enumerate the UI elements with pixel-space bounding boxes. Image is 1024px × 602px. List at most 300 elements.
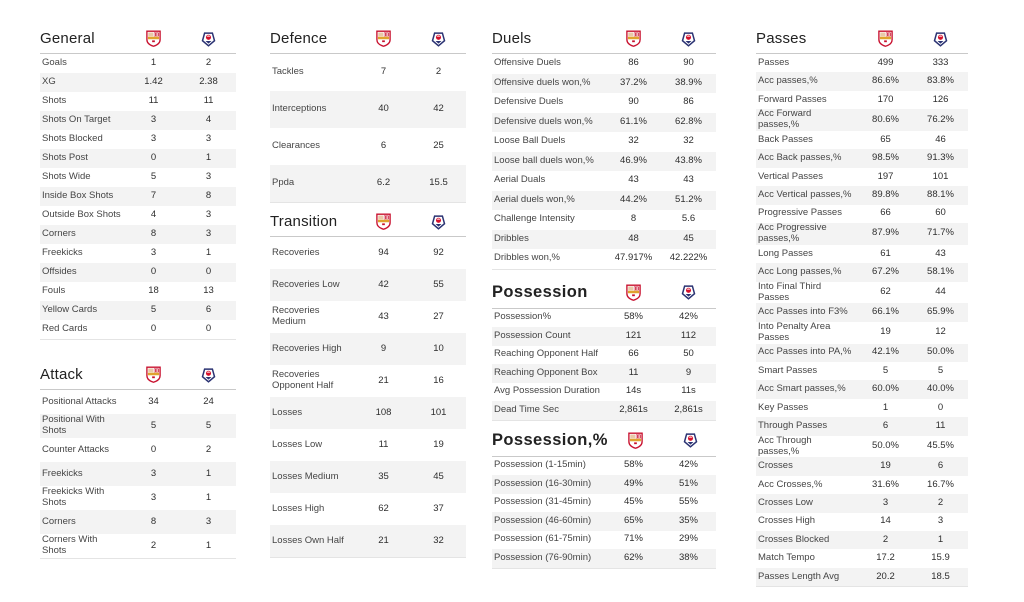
stat-label: Corners: [42, 228, 76, 240]
home-team-value: 90: [628, 96, 639, 108]
stat-label: Crosses Blocked: [758, 533, 830, 545]
away-team-value: 101: [932, 170, 949, 182]
stat-label: Smart Passes: [758, 364, 818, 376]
stat-row: [270, 269, 466, 301]
stat-row: [492, 230, 716, 250]
away-team-value: 62.8%: [675, 115, 702, 127]
stat-label: Counter Attacks: [42, 443, 110, 455]
stat-label: Long Passes: [758, 247, 813, 259]
stat-label: Possession Count: [494, 329, 571, 341]
stat-table-general: [40, 30, 236, 340]
away-team-value: 24: [203, 395, 214, 407]
home-team-value: 3: [150, 247, 157, 259]
away-team-value: 71.7%: [927, 227, 954, 239]
home-team-value: 8: [150, 228, 157, 240]
stat-label: Ppda: [272, 177, 295, 189]
stat-row: [40, 486, 236, 510]
home-team-value: 0: [150, 266, 157, 278]
stat-row: [492, 401, 716, 420]
away-team-value: 6: [937, 460, 944, 472]
stat-label: Acc Smart passes,%: [758, 383, 846, 395]
stat-label: Positional With Shots: [42, 414, 105, 436]
stat-row: [756, 168, 968, 186]
stat-row: [40, 263, 236, 282]
table-title: Transition: [270, 213, 338, 230]
home-team-value: 11: [378, 438, 389, 450]
sevilla-crest-icon: [608, 432, 663, 449]
home-team-value: 44.2%: [620, 193, 647, 205]
away-team-value: 10: [433, 342, 444, 354]
stat-row: [756, 380, 968, 398]
home-team-value: 87.9%: [872, 227, 899, 239]
away-team-value: 50.0%: [927, 346, 954, 358]
stat-row: [756, 344, 968, 362]
home-team-value: 86.6%: [872, 75, 899, 87]
stat-label: Corners With Shots: [42, 534, 98, 556]
stat-label: Acc Progressive passes,%: [758, 221, 827, 244]
home-team-value: 35: [378, 470, 389, 482]
lille-crest-icon: [181, 31, 236, 47]
stat-label: Match Tempo: [758, 552, 815, 564]
stat-label: Avg Possession Duration: [494, 385, 600, 397]
home-team-value: 40: [378, 103, 389, 115]
stat-row: [492, 512, 716, 531]
away-team-value: 1: [205, 467, 212, 479]
stat-row: [492, 346, 716, 365]
stat-row: [492, 364, 716, 383]
away-team-value: 45: [683, 232, 694, 244]
table-title: General: [40, 30, 95, 47]
stat-row: [40, 73, 236, 92]
home-team-value: 32: [628, 135, 639, 147]
stat-row: [756, 72, 968, 90]
away-team-value: 3: [937, 515, 944, 527]
stat-row: [492, 93, 716, 113]
stat-row: [270, 525, 466, 557]
away-team-value: 0: [937, 401, 944, 413]
stats-column-4: [756, 30, 968, 587]
stat-row: [492, 54, 716, 74]
stat-row: [756, 362, 968, 380]
away-team-value: 2.38: [199, 76, 218, 88]
stat-label: Interceptions: [272, 103, 327, 115]
home-team-value: 45%: [623, 496, 643, 508]
away-team-value: 101: [430, 406, 447, 418]
stat-row: [492, 152, 716, 172]
stat-row: [40, 301, 236, 320]
home-team-value: 3: [882, 496, 889, 508]
stat-table-duels: [492, 30, 716, 270]
stat-table-header: [270, 30, 466, 54]
away-team-value: 16: [433, 374, 444, 386]
stat-label: Acc Through passes,%: [758, 434, 812, 457]
stat-row: [40, 206, 236, 225]
stat-row: [492, 132, 716, 152]
stat-row: [40, 414, 236, 438]
stat-label: Aerial duels won,%: [494, 193, 575, 205]
stat-label: Recoveries Medium: [272, 305, 320, 327]
stat-label: Possession (76-90min): [494, 551, 592, 563]
stat-label: Into Final Third Passes: [758, 280, 822, 303]
stat-row: [756, 322, 968, 344]
home-team-value: 3: [150, 491, 157, 503]
sevilla-crest-icon: [606, 284, 661, 301]
stat-label: Shots Post: [42, 152, 88, 164]
stat-label: Dribbles won,%: [494, 252, 560, 264]
stat-row: [492, 494, 716, 513]
away-team-value: 25: [433, 140, 444, 152]
stat-label: Shots Wide: [42, 171, 91, 183]
stat-row: [40, 149, 236, 168]
away-team-value: 2: [205, 57, 212, 69]
lille-crest-icon: [411, 31, 466, 47]
home-team-value: 65: [880, 133, 891, 145]
away-team-value: 3: [205, 171, 212, 183]
stat-row: [492, 383, 716, 402]
stat-label: Key Passes: [758, 401, 809, 413]
home-team-value: 197: [877, 170, 894, 182]
stat-row: [492, 309, 716, 328]
stat-label: Aerial Duals: [494, 174, 546, 186]
lille-crest-icon: [411, 214, 466, 230]
away-team-value: 90: [683, 57, 694, 69]
stat-label: Acc Vertical passes,%: [758, 188, 852, 200]
stat-label: Acc Long passes,%: [758, 265, 842, 277]
home-team-value: 5: [150, 304, 157, 316]
home-team-value: 71%: [623, 533, 643, 545]
stat-label: Acc Crosses,%: [758, 478, 823, 490]
stat-row: [40, 320, 236, 339]
home-team-value: 66: [880, 207, 891, 219]
home-team-value: 58%: [623, 311, 643, 323]
stat-row: [270, 365, 466, 397]
home-team-value: 9: [380, 342, 387, 354]
away-team-value: 4: [205, 114, 212, 126]
away-team-value: 9: [685, 366, 692, 378]
stat-row: [756, 531, 968, 549]
away-team-value: 0: [205, 323, 212, 335]
stat-row: [756, 303, 968, 321]
home-team-value: 19: [880, 460, 891, 472]
away-team-value: 1: [205, 539, 212, 551]
stat-label: Shots On Target: [42, 114, 111, 126]
away-team-value: 32: [683, 135, 694, 147]
stat-label: Reaching Opponent Half: [494, 348, 599, 360]
stat-label: Crosses: [758, 460, 793, 472]
stat-label: Dribbles: [494, 232, 529, 244]
stat-label: Acc passes,%: [758, 75, 818, 87]
stats-column-2: [270, 30, 466, 558]
stat-row: [270, 493, 466, 525]
stat-label: Recoveries: [272, 246, 320, 258]
away-team-value: 29%: [678, 533, 698, 545]
stat-row: [756, 205, 968, 223]
stat-label: Losses Medium: [272, 470, 339, 482]
home-team-value: 21: [378, 534, 389, 546]
home-team-value: 61.1%: [620, 115, 647, 127]
away-team-value: 19: [433, 438, 444, 450]
home-team-value: 17.2: [876, 552, 895, 564]
away-team-value: 1: [205, 491, 212, 503]
stat-label: Defensive Duels: [494, 96, 564, 108]
stat-label: Shots: [42, 95, 67, 107]
table-title: Duels: [492, 30, 532, 47]
stat-row: [270, 54, 466, 91]
stat-label: Dead Time Sec: [494, 403, 559, 415]
away-team-value: 51%: [678, 477, 698, 489]
home-team-value: 43: [628, 174, 639, 186]
stat-label: Loose ball duels won,%: [494, 154, 594, 166]
stat-label: Possession (1-15min): [494, 459, 586, 471]
stat-table-header: [40, 30, 236, 54]
away-team-value: 126: [932, 93, 949, 105]
stat-label: Acc Passes into PA,%: [758, 346, 852, 358]
stat-label: Inside Box Shots: [42, 190, 114, 202]
stat-table-passes: [756, 30, 968, 587]
stat-row: [40, 438, 236, 462]
stat-row: [270, 429, 466, 461]
table-title: Passes: [756, 30, 807, 47]
stat-row: [270, 461, 466, 493]
sevilla-crest-icon: [858, 30, 913, 47]
stat-label: Offsides: [42, 266, 77, 278]
stat-row: [270, 397, 466, 429]
home-team-value: 7: [380, 66, 387, 78]
home-team-value: 3: [150, 133, 157, 145]
stat-row: [492, 171, 716, 191]
away-team-value: 44: [935, 286, 946, 298]
stat-row: [756, 568, 968, 586]
stat-label: Losses Low: [272, 438, 323, 450]
stat-label: Possession (16-30min): [494, 477, 592, 489]
away-team-value: 42%: [678, 459, 698, 471]
table-title: Attack: [40, 366, 83, 383]
home-team-value: 86: [628, 57, 639, 69]
stat-table-header: [270, 213, 466, 237]
stat-label: Offensive duels won,%: [494, 76, 591, 88]
stat-label: Vertical Passes: [758, 170, 823, 182]
home-team-value: 42: [378, 278, 389, 290]
home-team-value: 42.1%: [872, 346, 899, 358]
home-team-value: 18: [148, 285, 159, 297]
away-team-value: 333: [932, 56, 949, 68]
stat-label: Tackles: [272, 66, 304, 78]
stat-row: [40, 168, 236, 187]
stat-row: [756, 91, 968, 109]
away-team-value: 11s: [681, 385, 696, 397]
stat-row: [756, 223, 968, 245]
stat-row: [492, 74, 716, 94]
stat-label: Acc Forward passes,%: [758, 108, 812, 131]
away-team-value: 42%: [678, 311, 698, 323]
home-team-value: 89.8%: [872, 188, 899, 200]
home-team-value: 14s: [625, 385, 642, 397]
lille-crest-icon: [661, 31, 716, 47]
stat-row: [756, 436, 968, 458]
stat-label: Acc Back passes,%: [758, 152, 842, 164]
stat-row: [40, 510, 236, 534]
stat-row: [40, 92, 236, 111]
stat-label: Freekicks: [42, 247, 83, 259]
home-team-value: 80.6%: [872, 113, 899, 125]
stat-label: XG: [42, 76, 56, 88]
home-team-value: 2: [150, 539, 157, 551]
away-team-value: 91.3%: [927, 152, 954, 164]
away-team-value: 60: [935, 207, 946, 219]
stat-label: Corners: [42, 515, 76, 527]
lille-crest-icon: [181, 367, 236, 383]
away-team-value: 1: [205, 247, 212, 259]
stat-row: [40, 187, 236, 206]
away-team-value: 5: [937, 364, 944, 376]
away-team-value: 51.2%: [675, 193, 702, 205]
stat-label: Crosses High: [758, 515, 816, 527]
lille-crest-icon: [661, 284, 716, 300]
stat-row: [756, 149, 968, 167]
stat-label: Red Cards: [42, 323, 88, 335]
stat-label: Progressive Passes: [758, 207, 842, 219]
away-team-value: 92: [433, 246, 444, 258]
home-team-value: 61: [880, 247, 891, 259]
stat-table-possession-pct: [492, 431, 716, 569]
stat-row: [756, 417, 968, 435]
home-team-value: 1.42: [144, 76, 163, 88]
stat-row: [270, 301, 466, 333]
away-team-value: 50: [683, 348, 694, 360]
stat-label: Fouls: [42, 285, 66, 297]
home-team-value: 170: [877, 93, 894, 105]
stat-table-header: [40, 366, 236, 390]
stat-table-header: [756, 30, 968, 54]
stat-row: [492, 249, 716, 269]
away-team-value: 8: [205, 190, 212, 202]
sevilla-crest-icon: [356, 213, 411, 230]
stat-label: Into Penalty Area Passes: [758, 320, 831, 343]
table-title: Possession,%: [492, 430, 608, 449]
away-team-value: 6: [205, 304, 212, 316]
home-team-value: 14: [880, 515, 891, 527]
away-team-value: 3: [205, 209, 212, 221]
stat-row: [756, 476, 968, 494]
stat-row: [270, 165, 466, 202]
stat-label: Loose Ball Duels: [494, 135, 566, 147]
stat-row: [270, 333, 466, 365]
stat-label: Possession (31-45min): [494, 496, 592, 508]
home-team-value: 98.5%: [872, 152, 899, 164]
home-team-value: 47.917%: [614, 252, 653, 264]
away-team-value: 55: [433, 278, 444, 290]
away-team-value: 1: [937, 533, 944, 545]
away-team-value: 43.8%: [675, 154, 702, 166]
away-team-value: 3: [205, 228, 212, 240]
home-team-value: 121: [625, 329, 642, 341]
sevilla-crest-icon: [356, 30, 411, 47]
home-team-value: 8: [150, 515, 157, 527]
home-team-value: 65%: [623, 514, 643, 526]
away-team-value: 16.7%: [927, 478, 954, 490]
away-team-value: 12: [935, 326, 946, 338]
stat-label: Shots Blocked: [42, 133, 103, 145]
stat-label: Forward Passes: [758, 93, 827, 105]
home-team-value: 6: [882, 419, 889, 431]
stat-row: [756, 494, 968, 512]
sevilla-crest-icon: [126, 30, 181, 47]
home-team-value: 60.0%: [872, 383, 899, 395]
away-team-value: 2: [435, 66, 442, 78]
away-team-value: 32: [433, 534, 444, 546]
home-team-value: 50.0%: [872, 440, 899, 452]
stat-row: [270, 237, 466, 269]
stat-table-header: [492, 431, 716, 457]
stat-row: [270, 91, 466, 128]
away-team-value: 5.6: [681, 213, 696, 225]
away-team-value: 45.5%: [927, 440, 954, 452]
home-team-value: 62%: [623, 551, 643, 563]
stat-row: [756, 513, 968, 531]
stat-label: Losses Own Half: [272, 534, 344, 546]
stat-label: Challenge Intensity: [494, 213, 575, 225]
home-team-value: 5: [150, 419, 157, 431]
stat-row: [492, 327, 716, 346]
stat-label: Positional Attacks: [42, 395, 117, 407]
stat-row: [40, 225, 236, 244]
sevilla-crest-icon: [606, 30, 661, 47]
stat-label: Offensive Duels: [494, 57, 561, 69]
stat-row: [492, 191, 716, 211]
away-team-value: 58.1%: [927, 265, 954, 277]
home-team-value: 0: [150, 323, 157, 335]
stat-row: [756, 263, 968, 281]
away-team-value: 11: [935, 419, 946, 431]
stat-table-transition: [270, 213, 466, 558]
home-team-value: 108: [375, 406, 392, 418]
away-team-value: 2: [937, 496, 944, 508]
away-team-value: 15.9: [931, 552, 950, 564]
stat-table-defence: [270, 30, 466, 203]
stat-table-possession: [492, 283, 716, 421]
away-team-value: 3: [205, 133, 212, 145]
stat-row: [756, 245, 968, 263]
away-team-value: 2,861s: [674, 403, 703, 415]
stat-row: [492, 457, 716, 476]
home-team-value: 2: [882, 533, 889, 545]
stat-label: Freekicks: [42, 467, 83, 479]
stat-table-attack: [40, 366, 236, 559]
stat-label: Crosses Low: [758, 496, 813, 508]
stat-row: [492, 549, 716, 568]
sevilla-crest-icon: [126, 366, 181, 383]
stat-row: [40, 130, 236, 149]
home-team-value: 3: [150, 114, 157, 126]
away-team-value: 13: [203, 285, 214, 297]
home-team-value: 49%: [623, 477, 643, 489]
home-team-value: 11: [148, 95, 159, 107]
stat-row: [40, 390, 236, 414]
home-team-value: 2,861s: [619, 403, 648, 415]
stat-label: Recoveries Opponent Half: [272, 369, 334, 391]
home-team-value: 19: [880, 326, 891, 338]
stat-row: [40, 54, 236, 73]
away-team-value: 42.222%: [669, 252, 708, 264]
stat-label: Possession (46-60min): [494, 514, 592, 526]
home-team-value: 94: [378, 246, 389, 258]
stat-row: [40, 244, 236, 263]
home-team-value: 1: [882, 401, 889, 413]
stat-row: [492, 210, 716, 230]
stat-row: [756, 131, 968, 149]
stat-label: Clearances: [272, 140, 321, 152]
home-team-value: 66: [628, 348, 639, 360]
